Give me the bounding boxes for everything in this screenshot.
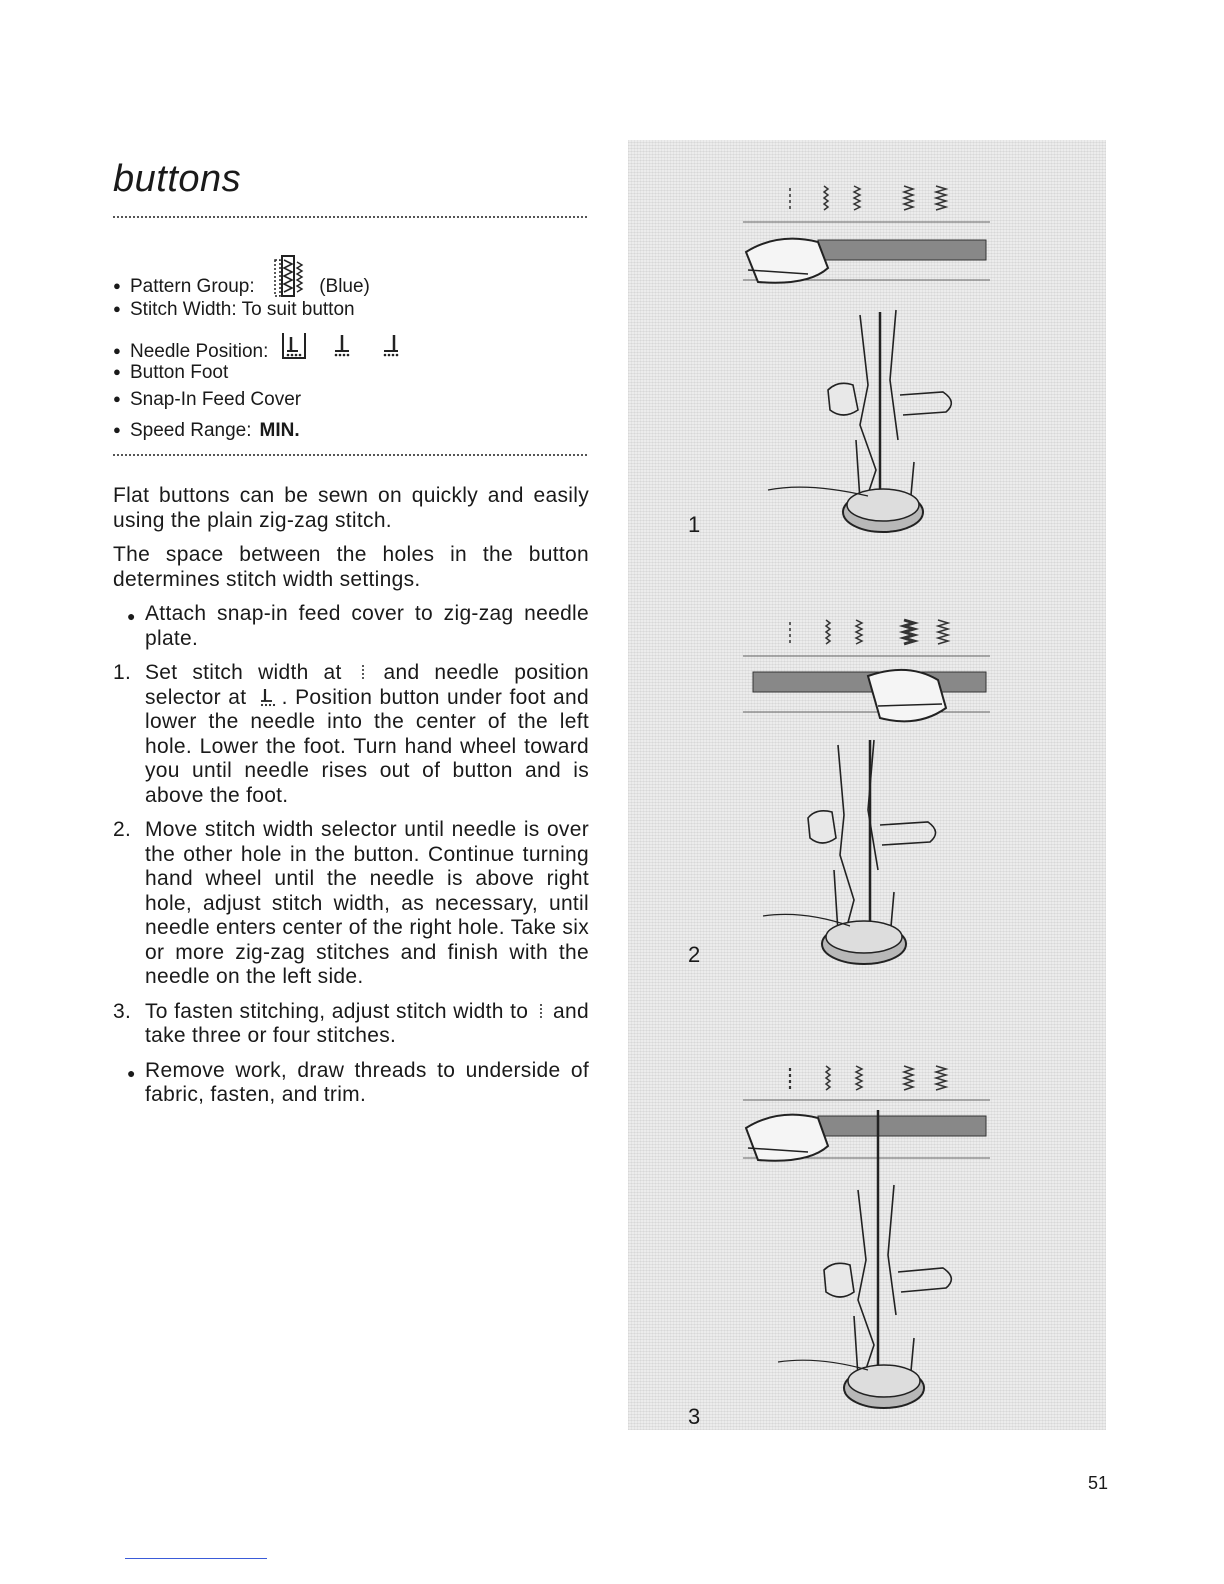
intro-paragraph-1: Flat buttons can be sewn on quickly and easily using the plain zig-zag stitch. (113, 484, 589, 532)
pattern-group-label: Pattern Group: (130, 276, 255, 297)
straight-stitch-icon (538, 1003, 544, 1021)
page-title: buttons (113, 158, 242, 200)
pattern-group-color: (Blue) (319, 276, 370, 297)
bullet-icon: ● (113, 278, 121, 293)
spec-speed (113, 420, 300, 442)
bullet-icon: ● (113, 343, 121, 358)
bullet-icon: ● (113, 301, 121, 316)
bullet-icon: ● (113, 364, 121, 379)
speed-label: Speed Range: (130, 420, 252, 441)
step-1-text-c: . Position button under foot and lower the needle into the center of the left hole. Lower the foot. Turn hand wheel toward you until needle rises out of button and is above the foot. (145, 685, 589, 807)
step-3-text-b: and take three or four stitches. (145, 999, 589, 1047)
bullet-icon: ● (127, 1064, 136, 1081)
step-1-text-a: Set stitch width at (145, 661, 342, 684)
step-2-text: Move stitch width selector until needle is over the other hole in the button. Continue turning hand wheel until the needle is above right hole, adjust stitch width, as necessary, until needle enters center of the right hole. Take six or more zig-zag stitches and finish with the needle on the left side. (145, 818, 589, 988)
panel-number-3: 3 (688, 1404, 701, 1429)
needle-position-label: Needle Position: (130, 341, 269, 362)
stitch-width-dial (790, 186, 946, 212)
spec-needle-position (113, 331, 412, 363)
step-number: 3. (113, 999, 132, 1023)
instruction-bullet-2-text: Remove work, draw threads to underside of fabric, fasten, and trim. (145, 1058, 589, 1106)
instruction-bullet-1-text: Attach snap-in feed cover to zig-zag needle plate. (145, 602, 589, 650)
illustration-panel-2 (628, 580, 1106, 1005)
stitch-width-dial (790, 620, 948, 646)
page-number: 51 (1088, 1473, 1109, 1493)
needle-left-boxed-icon (280, 331, 308, 361)
spec-foot (113, 362, 228, 384)
sewing-machine-drawing (628, 580, 1106, 1000)
instruction-bullet-2 (113, 1059, 589, 1108)
stitch-width-text: Stitch Width: To suit button (130, 299, 355, 320)
spec-feed-cover (113, 389, 301, 411)
panel-number-1: 1 (688, 512, 701, 537)
instructions (113, 484, 589, 1118)
sewing-machine-drawing (628, 140, 1106, 560)
step-number: 1. (113, 661, 132, 684)
foot-text: Button Foot (130, 362, 229, 383)
intro-paragraph-2: The space between the holes in the button determines stitch width settings. (113, 543, 589, 591)
needle-left-icon (257, 687, 279, 707)
speed-value: MIN. (259, 420, 300, 441)
illustration-panel-3 (628, 1010, 1106, 1435)
step-1 (113, 661, 589, 808)
top-divider (113, 216, 587, 218)
spec-pattern-group (113, 254, 370, 298)
step-1-text-b: and needle position selector at (145, 661, 589, 709)
needle-center-icon (329, 331, 355, 361)
needle-right-icon (376, 331, 402, 361)
pattern-group-icon (274, 254, 304, 298)
stitch-width-dial (790, 1066, 946, 1092)
spec-stitch-width (113, 299, 355, 321)
straight-stitch-icon (360, 664, 366, 682)
panel-number-2: 2 (688, 942, 701, 967)
bullet-icon: ● (113, 422, 121, 437)
illustration (628, 140, 1106, 1430)
bullet-icon: ● (113, 391, 121, 406)
feed-cover-text: Snap-In Feed Cover (130, 389, 302, 410)
footer-underline (125, 1558, 267, 1559)
bottom-divider (113, 454, 587, 456)
step-3-text-a: To fasten stitching, adjust stitch width to (145, 999, 529, 1023)
illustration-panel-1 (628, 140, 1106, 565)
bullet-icon: ● (127, 608, 136, 624)
step-2 (113, 818, 589, 990)
instruction-bullet-1 (113, 602, 589, 651)
step-3 (113, 1000, 589, 1049)
step-number: 2. (113, 818, 132, 841)
sewing-machine-drawing (628, 1010, 1106, 1430)
